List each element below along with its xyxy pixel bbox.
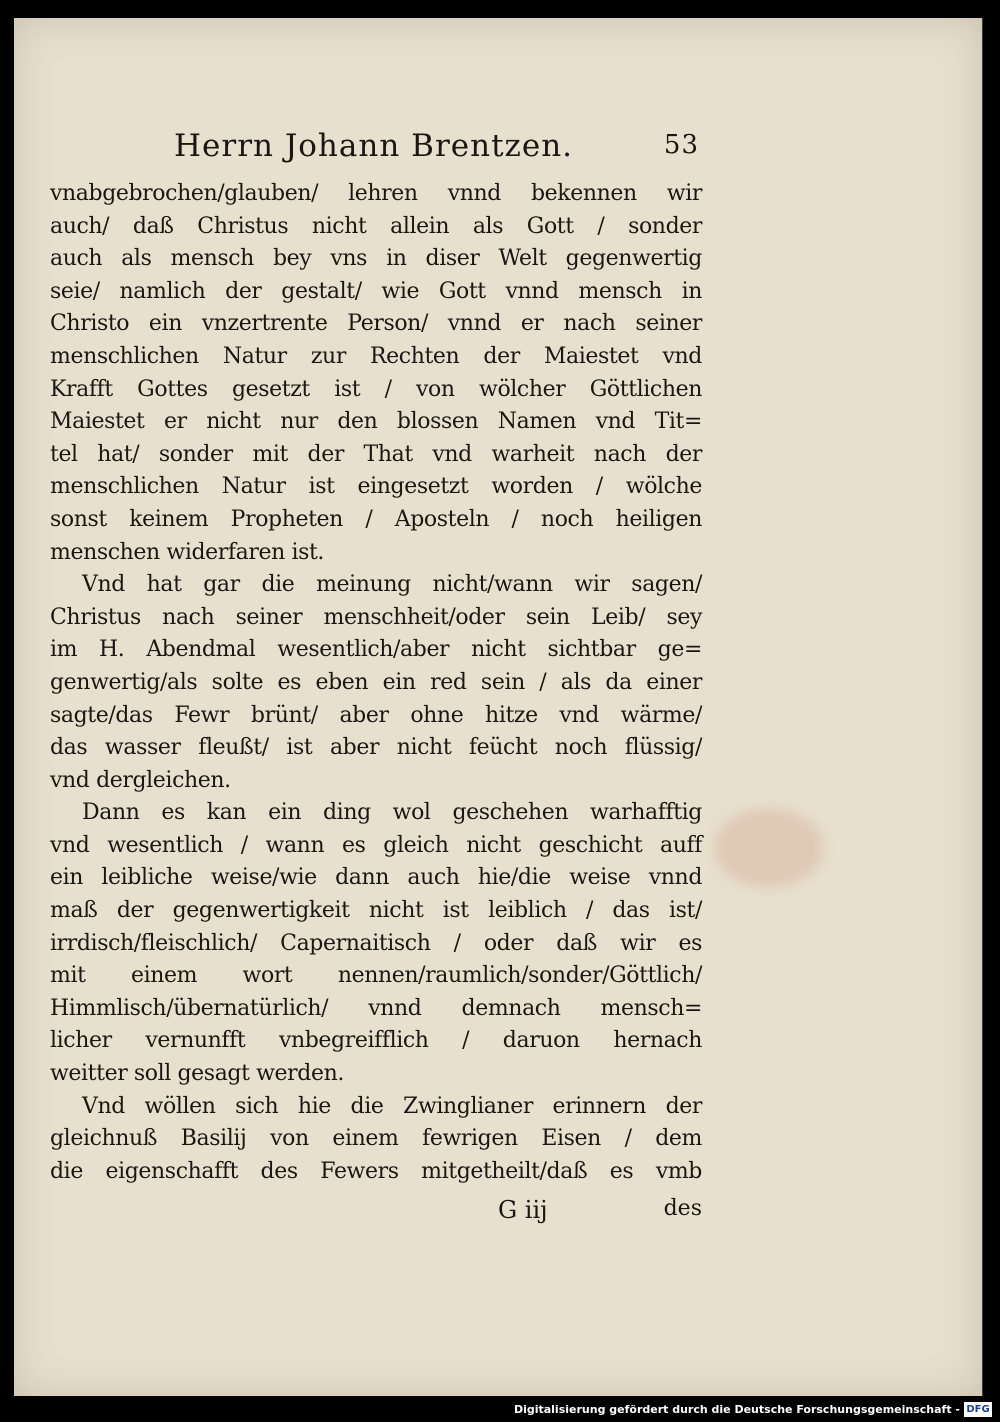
text-line: vnd dergleichen.	[50, 767, 231, 793]
text-line: Vnd wöllen sich hie die Zwinglianer erinnern der	[82, 1093, 702, 1119]
text-line: mit einem wort nennen/raumlich/sonder/Göttlich/	[50, 963, 702, 989]
text-line: Vnd hat gar die meinung nicht/wann wir sagen/	[82, 572, 702, 598]
text-line: Himmlisch/übernatürlich/ vnnd demnach mensch=	[50, 995, 702, 1021]
text-line: tel hat/ sonder mit der That vnd warheit nach der	[50, 441, 702, 467]
text-line: vnd wesentlich / wann es gleich nicht geschicht auff	[50, 832, 702, 858]
text-line: gleichnuß Basilij von einem fewrigen Eisen / dem	[50, 1126, 702, 1152]
text-line: auch/ daß Christus nicht allein als Gott / sonder	[50, 213, 702, 239]
text-line: das wasser fleußt/ ist aber nicht feücht noch flüssig/	[50, 735, 702, 761]
text-line: menschen widerfaren ist.	[50, 539, 325, 565]
text-line: Krafft Gottes gesetzt ist / von wölcher Göttlichen	[50, 376, 702, 402]
text-line: menschlichen Natur ist eingesetzt worden / wölche	[50, 474, 702, 500]
text-line: ein leibliche weise/wie dann auch hie/die weise vnnd	[50, 865, 702, 891]
running-head: Herrn Johann Brentzen.	[174, 128, 574, 164]
text-line: Christus nach seiner menschheit/oder sein Leib/ sey	[50, 604, 702, 630]
text-line: seie/ namlich der gestalt/ wie Gott vnnd mensch in	[50, 278, 702, 304]
text-line: die eigenschafft des Fewers mitgetheilt/daß es vmb	[50, 1158, 702, 1184]
text-line: licher vernunfft vnbegreifflich / daruon hernach	[50, 1028, 702, 1054]
text-line: Christo ein vnzertrente Person/ vnnd er nach seiner	[50, 311, 702, 337]
text-line: sonst keinem Propheten / Aposteln / noch heiligen	[50, 506, 702, 532]
text-line: maß der gegenwertigkeit nicht ist leiblich / das ist/	[50, 898, 702, 924]
text-line: vnabgebrochen/glauben/ lehren vnnd bekennen wir	[50, 181, 702, 206]
catchword: des	[663, 1196, 702, 1221]
text-line: auch als mensch bey vns in diser Welt gegenwertig	[50, 246, 702, 272]
text-line: weitter soll gesagt werden.	[50, 1061, 344, 1087]
text-line: genwertig/als solte es eben ein red sein / als da einer	[50, 669, 702, 695]
page-footer	[50, 1194, 702, 1230]
text-body	[50, 178, 702, 1188]
text-line: irrdisch/fleischlich/ Capernaitisch / oder daß wir es	[50, 930, 702, 956]
signature-mark: G iij	[498, 1196, 548, 1224]
paper-stain	[714, 808, 824, 888]
digitization-credit: Digitalisierung gefördert durch die Deutsche Forschungsgemeinschaft -	[513, 1403, 960, 1416]
text-line: im H. Abendmal wesentlich/aber nicht sichtbar ge=	[50, 637, 702, 663]
text-line: Maiestet er nicht nur den blossen Namen vnd Tit=	[50, 409, 702, 435]
page-number: 53	[663, 130, 699, 160]
text-line: menschlichen Natur zur Rechten der Maiestet vnd	[50, 343, 702, 369]
text-line: Dann es kan ein ding wol geschehen warhafftig	[82, 800, 702, 826]
book-page	[14, 18, 983, 1396]
dfg-logo: DFG	[964, 1402, 992, 1417]
text-line: sagte/das Fewr brünt/ aber ohne hitze vnd wärme/	[50, 702, 702, 728]
page-header	[174, 126, 699, 170]
